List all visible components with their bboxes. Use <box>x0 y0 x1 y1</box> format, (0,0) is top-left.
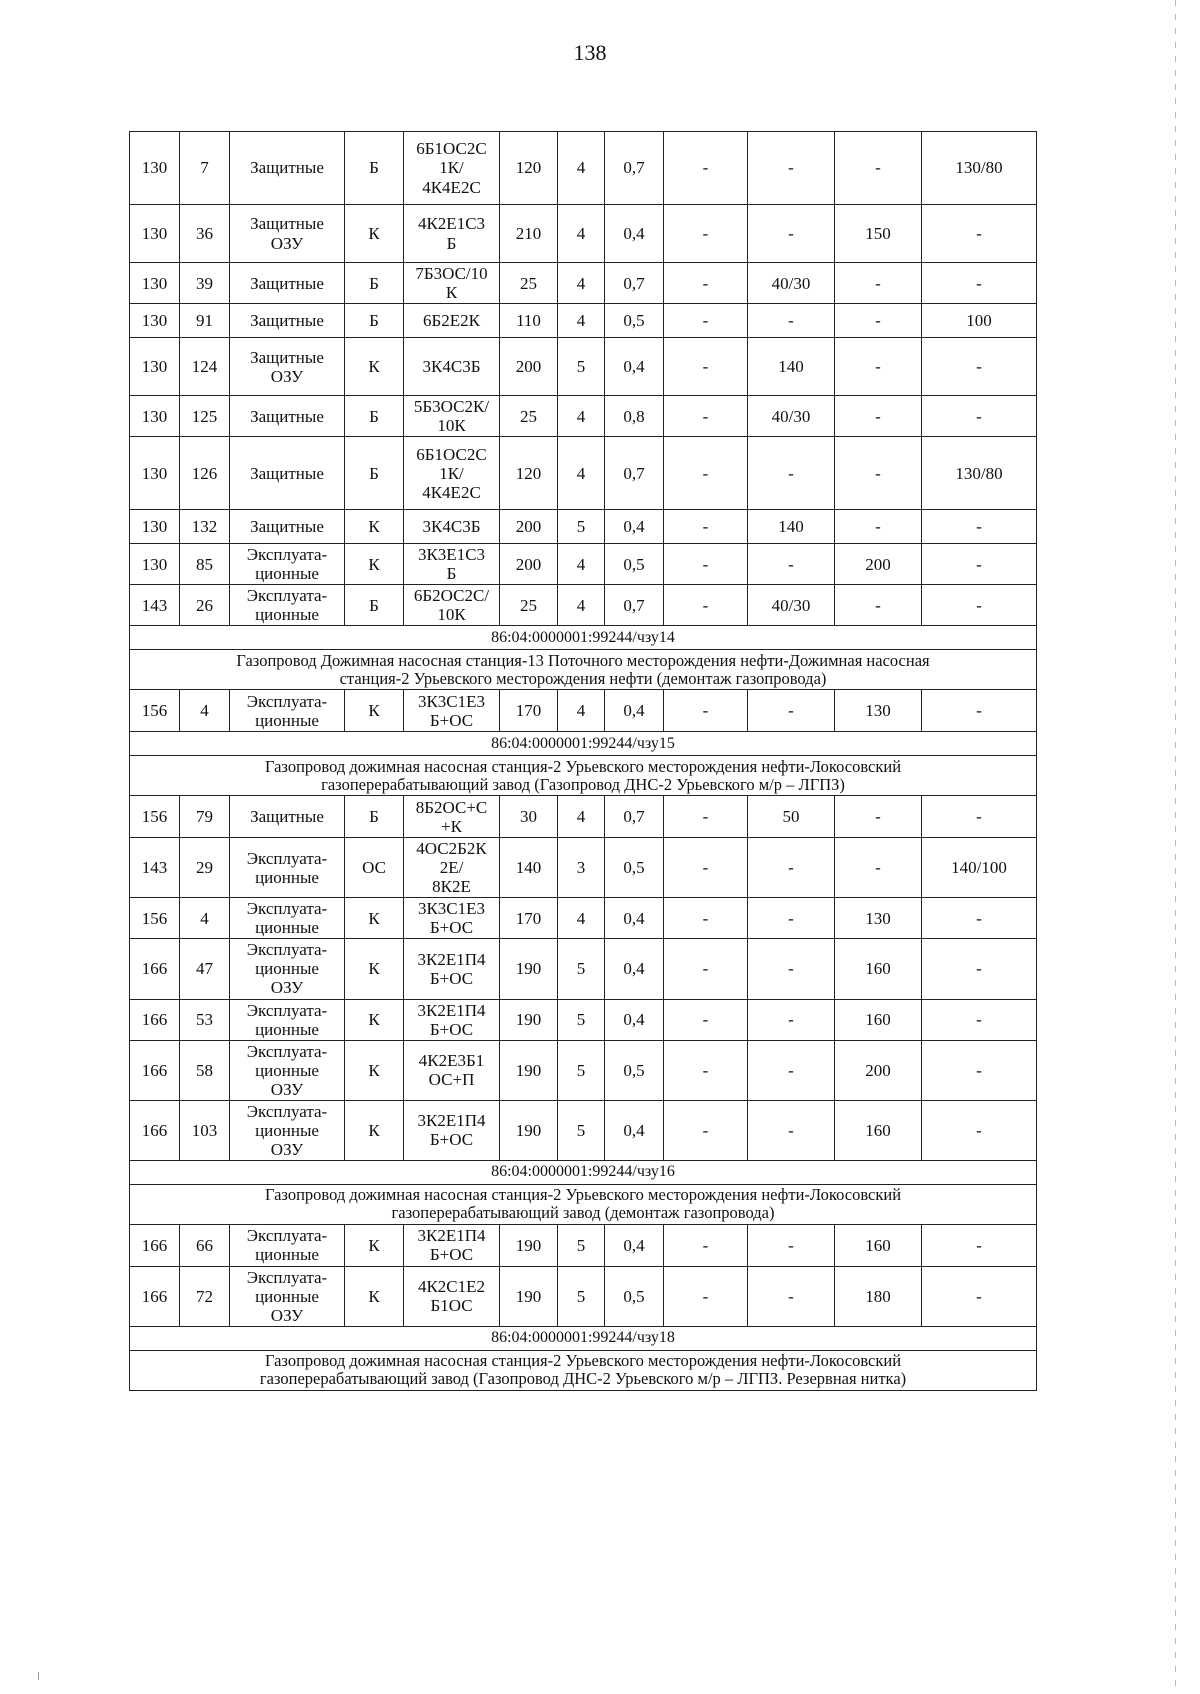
table-row <box>130 585 1037 626</box>
table-cell: Эксплуата- ционные <box>230 999 345 1040</box>
table-cell: 190 <box>500 939 558 999</box>
table-cell: 4 <box>558 205 605 263</box>
table-cell: 156 <box>130 690 180 732</box>
table-cell: 3 <box>558 838 605 898</box>
table-cell: - <box>835 338 922 396</box>
table-cell: 25 <box>500 585 558 626</box>
table-cell: - <box>748 304 835 338</box>
table-cell: - <box>835 396 922 437</box>
table-cell: 166 <box>130 1224 180 1266</box>
table-cell: Эксплуата- ционные <box>230 838 345 898</box>
table-cell: - <box>664 1224 748 1266</box>
table-cell: 3К2Е1П4 Б+ОС <box>404 1100 500 1160</box>
table-cell: 0,4 <box>605 898 664 939</box>
table-cell: - <box>922 898 1037 939</box>
cadastral-number-row <box>130 1160 1037 1184</box>
table-cell: 0,5 <box>605 304 664 338</box>
table-cell: 160 <box>835 939 922 999</box>
table-cell: - <box>664 690 748 732</box>
table-cell: 143 <box>130 585 180 626</box>
table-cell: ОС <box>345 838 404 898</box>
table-cell: 160 <box>835 1224 922 1266</box>
table-cell: 190 <box>500 1266 558 1326</box>
table-cell: 130/80 <box>922 437 1037 510</box>
table-cell: - <box>664 939 748 999</box>
table-cell: 3К3Е1С3 Б <box>404 544 500 585</box>
table-cell: К <box>345 1224 404 1266</box>
table-cell: 5 <box>558 1266 605 1326</box>
table-cell: Эксплуата- ционные ОЗУ <box>230 1040 345 1100</box>
cadastral-number-row <box>130 732 1037 756</box>
table-cell: Эксплуата- ционные ОЗУ <box>230 1266 345 1326</box>
table-cell: 166 <box>130 1040 180 1100</box>
table-cell: 47 <box>180 939 230 999</box>
table-cell: - <box>748 132 835 205</box>
table-cell: 0,4 <box>605 510 664 544</box>
table-cell: - <box>922 585 1037 626</box>
section-description: Газопровод дожимная насосная станция-2 Урьевского месторождения нефти-Локосовский газоперерабатывающий завод (Газопровод ДНС-2 Урьевского м/р – ЛГПЗ. Резервная нитка) <box>130 1350 1037 1390</box>
table-cell: 30 <box>500 796 558 838</box>
table-cell: - <box>835 838 922 898</box>
table-cell: - <box>835 796 922 838</box>
table-cell: - <box>922 544 1037 585</box>
table-cell: 190 <box>500 1100 558 1160</box>
table-cell: - <box>922 1224 1037 1266</box>
table-cell: - <box>664 585 748 626</box>
table-cell: - <box>922 263 1037 304</box>
table-cell: - <box>664 1100 748 1160</box>
table-cell: 4 <box>180 898 230 939</box>
table-cell: Эксплуата- ционные <box>230 898 345 939</box>
table-cell: 40/30 <box>748 585 835 626</box>
table-cell: - <box>922 338 1037 396</box>
table-cell: 166 <box>130 1266 180 1326</box>
section-description: Газопровод дожимная насосная станция-2 Урьевского месторождения нефти-Локосовский газоперерабатывающий завод (Газопровод ДНС-2 Урьевского м/р – ЛГПЗ) <box>130 756 1037 796</box>
table-cell: 0,7 <box>605 585 664 626</box>
table-cell: 200 <box>835 544 922 585</box>
table-cell: - <box>922 939 1037 999</box>
table-row <box>130 338 1037 396</box>
table-cell: 200 <box>500 510 558 544</box>
table-cell: - <box>835 132 922 205</box>
table-cell: 170 <box>500 898 558 939</box>
section-description-row <box>130 650 1037 690</box>
table-cell: Б <box>345 796 404 838</box>
table-cell: 190 <box>500 1040 558 1100</box>
table-cell: Защитные <box>230 437 345 510</box>
table-cell: 6Б2Е2К <box>404 304 500 338</box>
table-cell: - <box>664 304 748 338</box>
table-cell: 143 <box>130 838 180 898</box>
table-cell: - <box>664 544 748 585</box>
table-cell: - <box>922 205 1037 263</box>
table-cell: 3К3С1Е3 Б+ОС <box>404 690 500 732</box>
table-cell: - <box>748 898 835 939</box>
table-cell: 130 <box>130 510 180 544</box>
table-cell: 26 <box>180 585 230 626</box>
table-cell: Защитные <box>230 796 345 838</box>
table-cell: - <box>922 999 1037 1040</box>
table-cell: 4 <box>558 544 605 585</box>
table-row <box>130 898 1037 939</box>
table-cell: - <box>748 838 835 898</box>
table-cell: Защитные <box>230 510 345 544</box>
table-cell: - <box>664 838 748 898</box>
table-cell: 130 <box>130 396 180 437</box>
table-cell: - <box>664 898 748 939</box>
table-cell: - <box>664 437 748 510</box>
table-cell: - <box>922 510 1037 544</box>
table-cell: - <box>748 205 835 263</box>
table-cell: Б <box>345 304 404 338</box>
table-cell: Эксплуата- ционные ОЗУ <box>230 939 345 999</box>
table-cell: К <box>345 999 404 1040</box>
table-cell: - <box>922 1100 1037 1160</box>
table-cell: - <box>664 338 748 396</box>
table-cell: 210 <box>500 205 558 263</box>
table-row <box>130 544 1037 585</box>
table-cell: 39 <box>180 263 230 304</box>
section-description: Газопровод дожимная насосная станция-2 Урьевского месторождения нефти-Локосовский газоперерабатывающий завод (демонтаж газопровода) <box>130 1184 1037 1224</box>
table-cell: 5 <box>558 510 605 544</box>
table-cell: 126 <box>180 437 230 510</box>
table-cell: 4 <box>558 690 605 732</box>
table-row <box>130 939 1037 999</box>
table-cell: 200 <box>835 1040 922 1100</box>
forest-inventory-table <box>129 131 1037 1391</box>
table-cell: 140 <box>748 338 835 396</box>
table-cell: - <box>664 205 748 263</box>
table-cell: 156 <box>130 796 180 838</box>
table-cell: 4ОС2Б2К 2Е/ 8К2Е <box>404 838 500 898</box>
table-cell: 130 <box>130 304 180 338</box>
table-cell: 124 <box>180 338 230 396</box>
table-cell: К <box>345 690 404 732</box>
table-cell: - <box>664 796 748 838</box>
scan-edge <box>1175 0 1176 1694</box>
table-cell: Б <box>345 437 404 510</box>
table-cell: 3К3С1Е3 Б+ОС <box>404 898 500 939</box>
cadastral-number: 86:04:0000001:99244/чзу18 <box>130 1326 1037 1350</box>
table-cell: 29 <box>180 838 230 898</box>
table-cell: 0,5 <box>605 1040 664 1100</box>
table-cell: 3К4С3Б <box>404 338 500 396</box>
page-number: 138 <box>573 40 607 65</box>
table-cell: 0,5 <box>605 838 664 898</box>
table-cell: 0,4 <box>605 1100 664 1160</box>
table-cell: - <box>835 263 922 304</box>
table-row <box>130 999 1037 1040</box>
table-cell: К <box>345 1040 404 1100</box>
table-cell: 4 <box>558 898 605 939</box>
table-cell: 100 <box>922 304 1037 338</box>
table-cell: 3К2Е1П4 Б+ОС <box>404 999 500 1040</box>
table-cell: - <box>664 396 748 437</box>
table-cell: 5 <box>558 939 605 999</box>
section-description-row <box>130 1350 1037 1390</box>
table-cell: 4 <box>558 263 605 304</box>
table-cell: - <box>748 437 835 510</box>
table-cell: К <box>345 898 404 939</box>
table-cell: 120 <box>500 132 558 205</box>
table-cell: 160 <box>835 1100 922 1160</box>
table-cell: 4 <box>558 132 605 205</box>
table-cell: 0,4 <box>605 939 664 999</box>
table-cell: 120 <box>500 437 558 510</box>
table-cell: - <box>922 1040 1037 1100</box>
table-cell: - <box>748 999 835 1040</box>
table-cell: 4 <box>558 796 605 838</box>
table-row <box>130 304 1037 338</box>
table-cell: Б <box>345 585 404 626</box>
table-cell: 5 <box>558 1040 605 1100</box>
table-row <box>130 838 1037 898</box>
table-cell: 150 <box>835 205 922 263</box>
table-cell: Б <box>345 263 404 304</box>
table-cell: - <box>748 544 835 585</box>
table-cell: 130 <box>130 338 180 396</box>
table-cell: 0,8 <box>605 396 664 437</box>
table-cell: 0,7 <box>605 132 664 205</box>
table-cell: 0,4 <box>605 205 664 263</box>
table-cell: - <box>922 1266 1037 1326</box>
table-cell: 130 <box>130 263 180 304</box>
table-cell: 4 <box>558 304 605 338</box>
table-cell: 166 <box>130 999 180 1040</box>
table-row <box>130 1040 1037 1100</box>
table-cell: 130 <box>130 544 180 585</box>
table-cell: 180 <box>835 1266 922 1326</box>
table-cell: 130 <box>130 437 180 510</box>
table-cell: 8Б2ОС+С +К <box>404 796 500 838</box>
table-cell: - <box>922 796 1037 838</box>
table-cell: - <box>748 1266 835 1326</box>
table-cell: 166 <box>130 1100 180 1160</box>
table-cell: К <box>345 544 404 585</box>
table-cell: 110 <box>500 304 558 338</box>
table-cell: Защитные ОЗУ <box>230 338 345 396</box>
table-cell: К <box>345 205 404 263</box>
table-cell: 53 <box>180 999 230 1040</box>
table-cell: 140 <box>748 510 835 544</box>
table-cell: 0,4 <box>605 338 664 396</box>
table-cell: К <box>345 510 404 544</box>
table-cell: 0,5 <box>605 544 664 585</box>
table-cell: 3К2Е1П4 Б+ОС <box>404 939 500 999</box>
table-cell: Эксплуата- ционные <box>230 585 345 626</box>
table-cell: 190 <box>500 1224 558 1266</box>
table-cell: - <box>835 304 922 338</box>
table-cell: 125 <box>180 396 230 437</box>
table-cell: 40/30 <box>748 263 835 304</box>
table-cell: 5 <box>558 1224 605 1266</box>
table-cell: 0,7 <box>605 437 664 510</box>
table-cell: 132 <box>180 510 230 544</box>
table-row <box>130 132 1037 205</box>
table-cell: - <box>835 437 922 510</box>
table-row <box>130 1224 1037 1266</box>
table-cell: 79 <box>180 796 230 838</box>
table-cell: Б <box>345 132 404 205</box>
table-cell: 130 <box>130 205 180 263</box>
table-cell: К <box>345 939 404 999</box>
table-cell: 50 <box>748 796 835 838</box>
table-cell: 160 <box>835 999 922 1040</box>
table-cell: 3К4С3Б <box>404 510 500 544</box>
table-row <box>130 263 1037 304</box>
table-cell: Б <box>345 396 404 437</box>
table-cell: 0,5 <box>605 1266 664 1326</box>
table-cell: Эксплуата- ционные <box>230 544 345 585</box>
table-cell: 140 <box>500 838 558 898</box>
table-cell: 7Б3ОС/10 К <box>404 263 500 304</box>
table-cell: - <box>664 1266 748 1326</box>
table-cell: 25 <box>500 396 558 437</box>
table-row <box>130 690 1037 732</box>
table-cell: - <box>835 510 922 544</box>
table-cell: 130 <box>130 132 180 205</box>
table-cell: Защитные <box>230 304 345 338</box>
table-cell: 5 <box>558 999 605 1040</box>
table-cell: 4К2Е1С3 Б <box>404 205 500 263</box>
cadastral-number: 86:04:0000001:99244/чзу16 <box>130 1160 1037 1184</box>
section-description: Газопровод Дожимная насосная станция-13 Поточного месторождения нефти-Дожимная насосная станция-2 Урьевского месторождения нефти (демонтаж газопровода) <box>130 650 1037 690</box>
cadastral-number: 86:04:0000001:99244/чзу14 <box>130 626 1037 650</box>
table-cell: - <box>748 939 835 999</box>
table-cell: - <box>922 690 1037 732</box>
table-cell: 103 <box>180 1100 230 1160</box>
table-cell: 25 <box>500 263 558 304</box>
table-cell: - <box>748 1040 835 1100</box>
table-cell: Защитные <box>230 132 345 205</box>
table-cell: 4 <box>180 690 230 732</box>
table-cell: 200 <box>500 544 558 585</box>
table-cell: 130 <box>835 898 922 939</box>
cadastral-number-row <box>130 1326 1037 1350</box>
table-cell: 4К2С1Е2 Б1ОС <box>404 1266 500 1326</box>
table-cell: 66 <box>180 1224 230 1266</box>
table-cell: 7 <box>180 132 230 205</box>
table-cell: 5Б3ОС2К/ 10К <box>404 396 500 437</box>
table-cell: К <box>345 1266 404 1326</box>
table-cell: - <box>664 999 748 1040</box>
section-description-row <box>130 1184 1037 1224</box>
table-cell: 170 <box>500 690 558 732</box>
table-row <box>130 205 1037 263</box>
table-cell: 130 <box>835 690 922 732</box>
table-cell: Эксплуата- ционные ОЗУ <box>230 1100 345 1160</box>
table-cell: 4 <box>558 437 605 510</box>
table-cell: 3К2Е1П4 Б+ОС <box>404 1224 500 1266</box>
table-cell: - <box>748 1224 835 1266</box>
table-cell: - <box>748 690 835 732</box>
scan-mark <box>38 1672 39 1680</box>
table-cell: К <box>345 338 404 396</box>
table-cell: Эксплуата- ционные <box>230 690 345 732</box>
table-cell: 0,4 <box>605 999 664 1040</box>
table-cell: - <box>664 132 748 205</box>
table-cell: 0,4 <box>605 1224 664 1266</box>
table-row <box>130 510 1037 544</box>
table-cell: - <box>922 396 1037 437</box>
cadastral-number-row <box>130 626 1037 650</box>
table-cell: 190 <box>500 999 558 1040</box>
table-cell: 5 <box>558 1100 605 1160</box>
table-cell: - <box>835 585 922 626</box>
table-cell: - <box>664 263 748 304</box>
table-cell: 200 <box>500 338 558 396</box>
table-cell: К <box>345 1100 404 1160</box>
table-cell: 4 <box>558 585 605 626</box>
table-cell: 40/30 <box>748 396 835 437</box>
table-cell: 0,7 <box>605 263 664 304</box>
table-cell: 0,7 <box>605 796 664 838</box>
table-cell: 4 <box>558 396 605 437</box>
table-cell: 156 <box>130 898 180 939</box>
table-cell: 36 <box>180 205 230 263</box>
table-row <box>130 796 1037 838</box>
table-cell: 58 <box>180 1040 230 1100</box>
table-cell: 6Б2ОС2С/ 10К <box>404 585 500 626</box>
table-cell: 5 <box>558 338 605 396</box>
table-row <box>130 396 1037 437</box>
table-cell: 130/80 <box>922 132 1037 205</box>
cadastral-number: 86:04:0000001:99244/чзу15 <box>130 732 1037 756</box>
table-cell: Защитные <box>230 263 345 304</box>
table-cell: 72 <box>180 1266 230 1326</box>
section-description-row <box>130 756 1037 796</box>
table-cell: 140/100 <box>922 838 1037 898</box>
table-cell: Защитные ОЗУ <box>230 205 345 263</box>
table-row <box>130 1266 1037 1326</box>
table-cell: 4К2Е3Б1 ОС+П <box>404 1040 500 1100</box>
table-cell: 85 <box>180 544 230 585</box>
table-cell: 166 <box>130 939 180 999</box>
table-cell: Защитные <box>230 396 345 437</box>
table-cell: 6Б1ОС2С 1К/ 4К4Е2С <box>404 437 500 510</box>
table-cell: 6Б1ОС2С 1К/ 4К4Е2С <box>404 132 500 205</box>
table-cell: - <box>748 1100 835 1160</box>
table-row <box>130 1100 1037 1160</box>
table-cell: 91 <box>180 304 230 338</box>
table-cell: - <box>664 510 748 544</box>
table-row <box>130 437 1037 510</box>
table-cell: - <box>664 1040 748 1100</box>
table-cell: 0,4 <box>605 690 664 732</box>
table-cell: Эксплуата- ционные <box>230 1224 345 1266</box>
